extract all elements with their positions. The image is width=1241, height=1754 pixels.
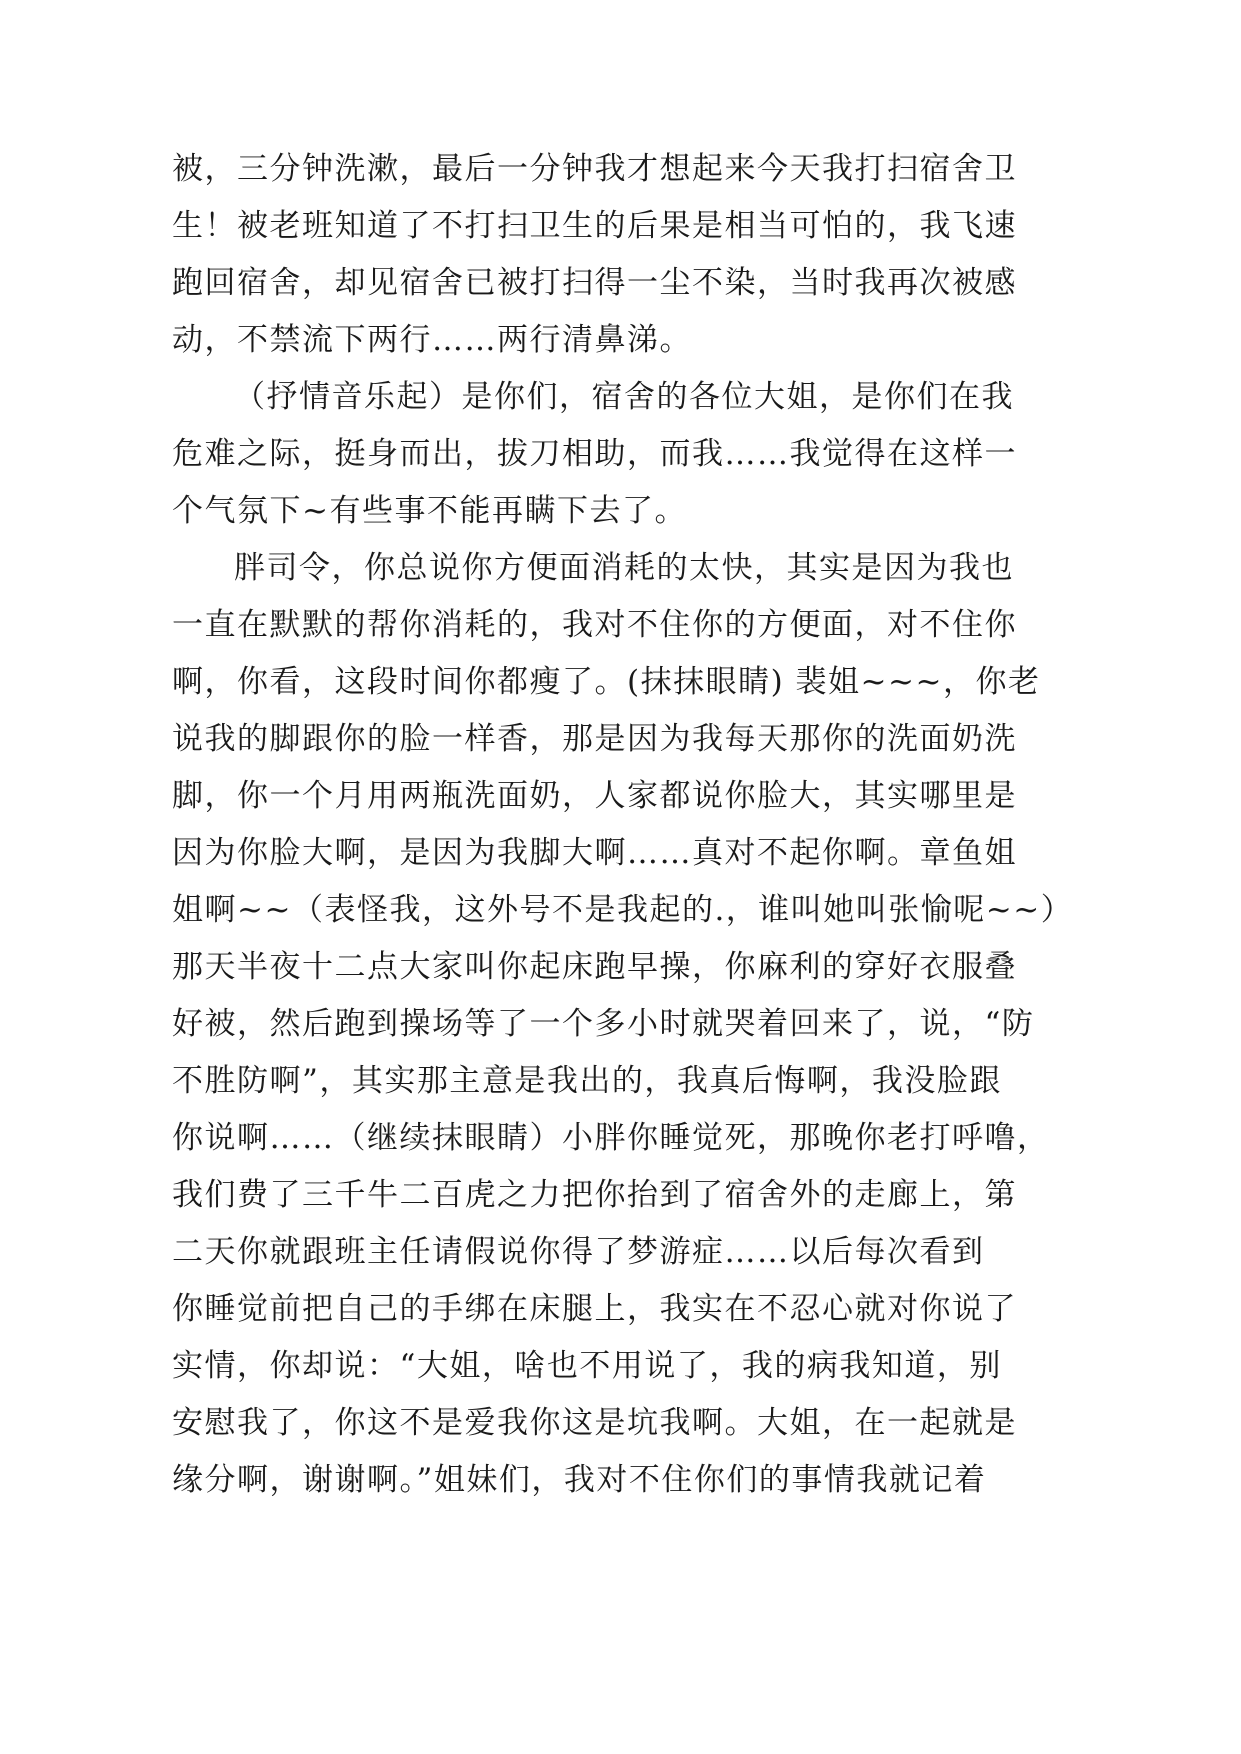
paragraph xyxy=(172,141,1017,369)
text-line: 被，三分钟洗漱，最后一分钟我才想起来今天我打扫宿舍卫 xyxy=(172,151,1017,187)
text-line: 脚，你一个月用两瓶洗面奶，人家都说你脸大，其实哪里是 xyxy=(172,778,1017,814)
text-line: 安慰我了，你这不是爱我你这是坑我啊。大姐，在一起就是 xyxy=(172,1405,1017,1441)
text-line: 跑回宿舍，却见宿舍已被打扫得一尘不染，当时我再次被感 xyxy=(172,265,1017,301)
text-line: 实情，你却说：“大姐，啥也不用说了，我的病我知道，别 xyxy=(172,1348,1002,1384)
text-line: 二天你就跟班主任请假说你得了梦游症……以后每次看到 xyxy=(172,1234,985,1270)
text-line: 动，不禁流下两行……两行清鼻涕。 xyxy=(172,322,692,358)
text-line: 生！被老班知道了不打扫卫生的后果是相当可怕的，我飞速 xyxy=(172,208,1017,244)
text-line: 好被，然后跑到操场等了一个多小时就哭着回来了，说，“防 xyxy=(172,1006,1035,1042)
text-line: 危难之际，挺身而出，拔刀相助，而我……我觉得在这样一 xyxy=(172,436,1017,472)
text-line: 你睡觉前把自己的手绑在床腿上，我实在不忍心就对你说了 xyxy=(172,1291,1017,1327)
text-line: 不胜防啊”，其实那主意是我出的，我真后悔啊，我没脸跟 xyxy=(172,1063,1002,1099)
paragraph xyxy=(172,369,1017,540)
paragraph xyxy=(172,540,1074,1509)
text-line: 我们费了三千牛二百虎之力把你抬到了宿舍外的走廊上，第 xyxy=(172,1177,1017,1213)
text-line: 啊，你看，这段时间你都瘦了。(抹抹眼睛) 裴姐~~~，你老 xyxy=(172,664,1041,700)
text-line: 你说啊……（继续抹眼睛）小胖你睡觉死，那晚你老打呼噜， xyxy=(172,1120,1050,1156)
text-line: 说我的脚跟你的脸一样香，那是因为我每天那你的洗面奶洗 xyxy=(172,721,1017,757)
text-line: 胖司令，你总说你方便面消耗的太快，其实是因为我也 xyxy=(234,550,1014,586)
text-line: 因为你脸大啊，是因为我脚大啊……真对不起你啊。章鱼姐 xyxy=(172,835,1017,871)
text-line: 姐啊~~（表怪我，这外号不是我起的.，谁叫她叫张愉呢~~） xyxy=(172,892,1074,928)
text-line: 一直在默默的帮你消耗的，我对不住你的方便面，对不住你 xyxy=(172,607,1017,643)
text-line: 缘分啊，谢谢啊。”姐妹们，我对不住你们的事情我就记着 xyxy=(172,1462,987,1498)
text-line: 个气氛下~有些事不能再瞒下去了。 xyxy=(172,493,687,529)
text-line: 那天半夜十二点大家叫你起床跑早操，你麻利的穿好衣服叠 xyxy=(172,949,1017,985)
body-text xyxy=(172,141,1074,1509)
text-line: （抒情音乐起）是你们，宿舍的各位大姐，是你们在我 xyxy=(234,379,1014,415)
